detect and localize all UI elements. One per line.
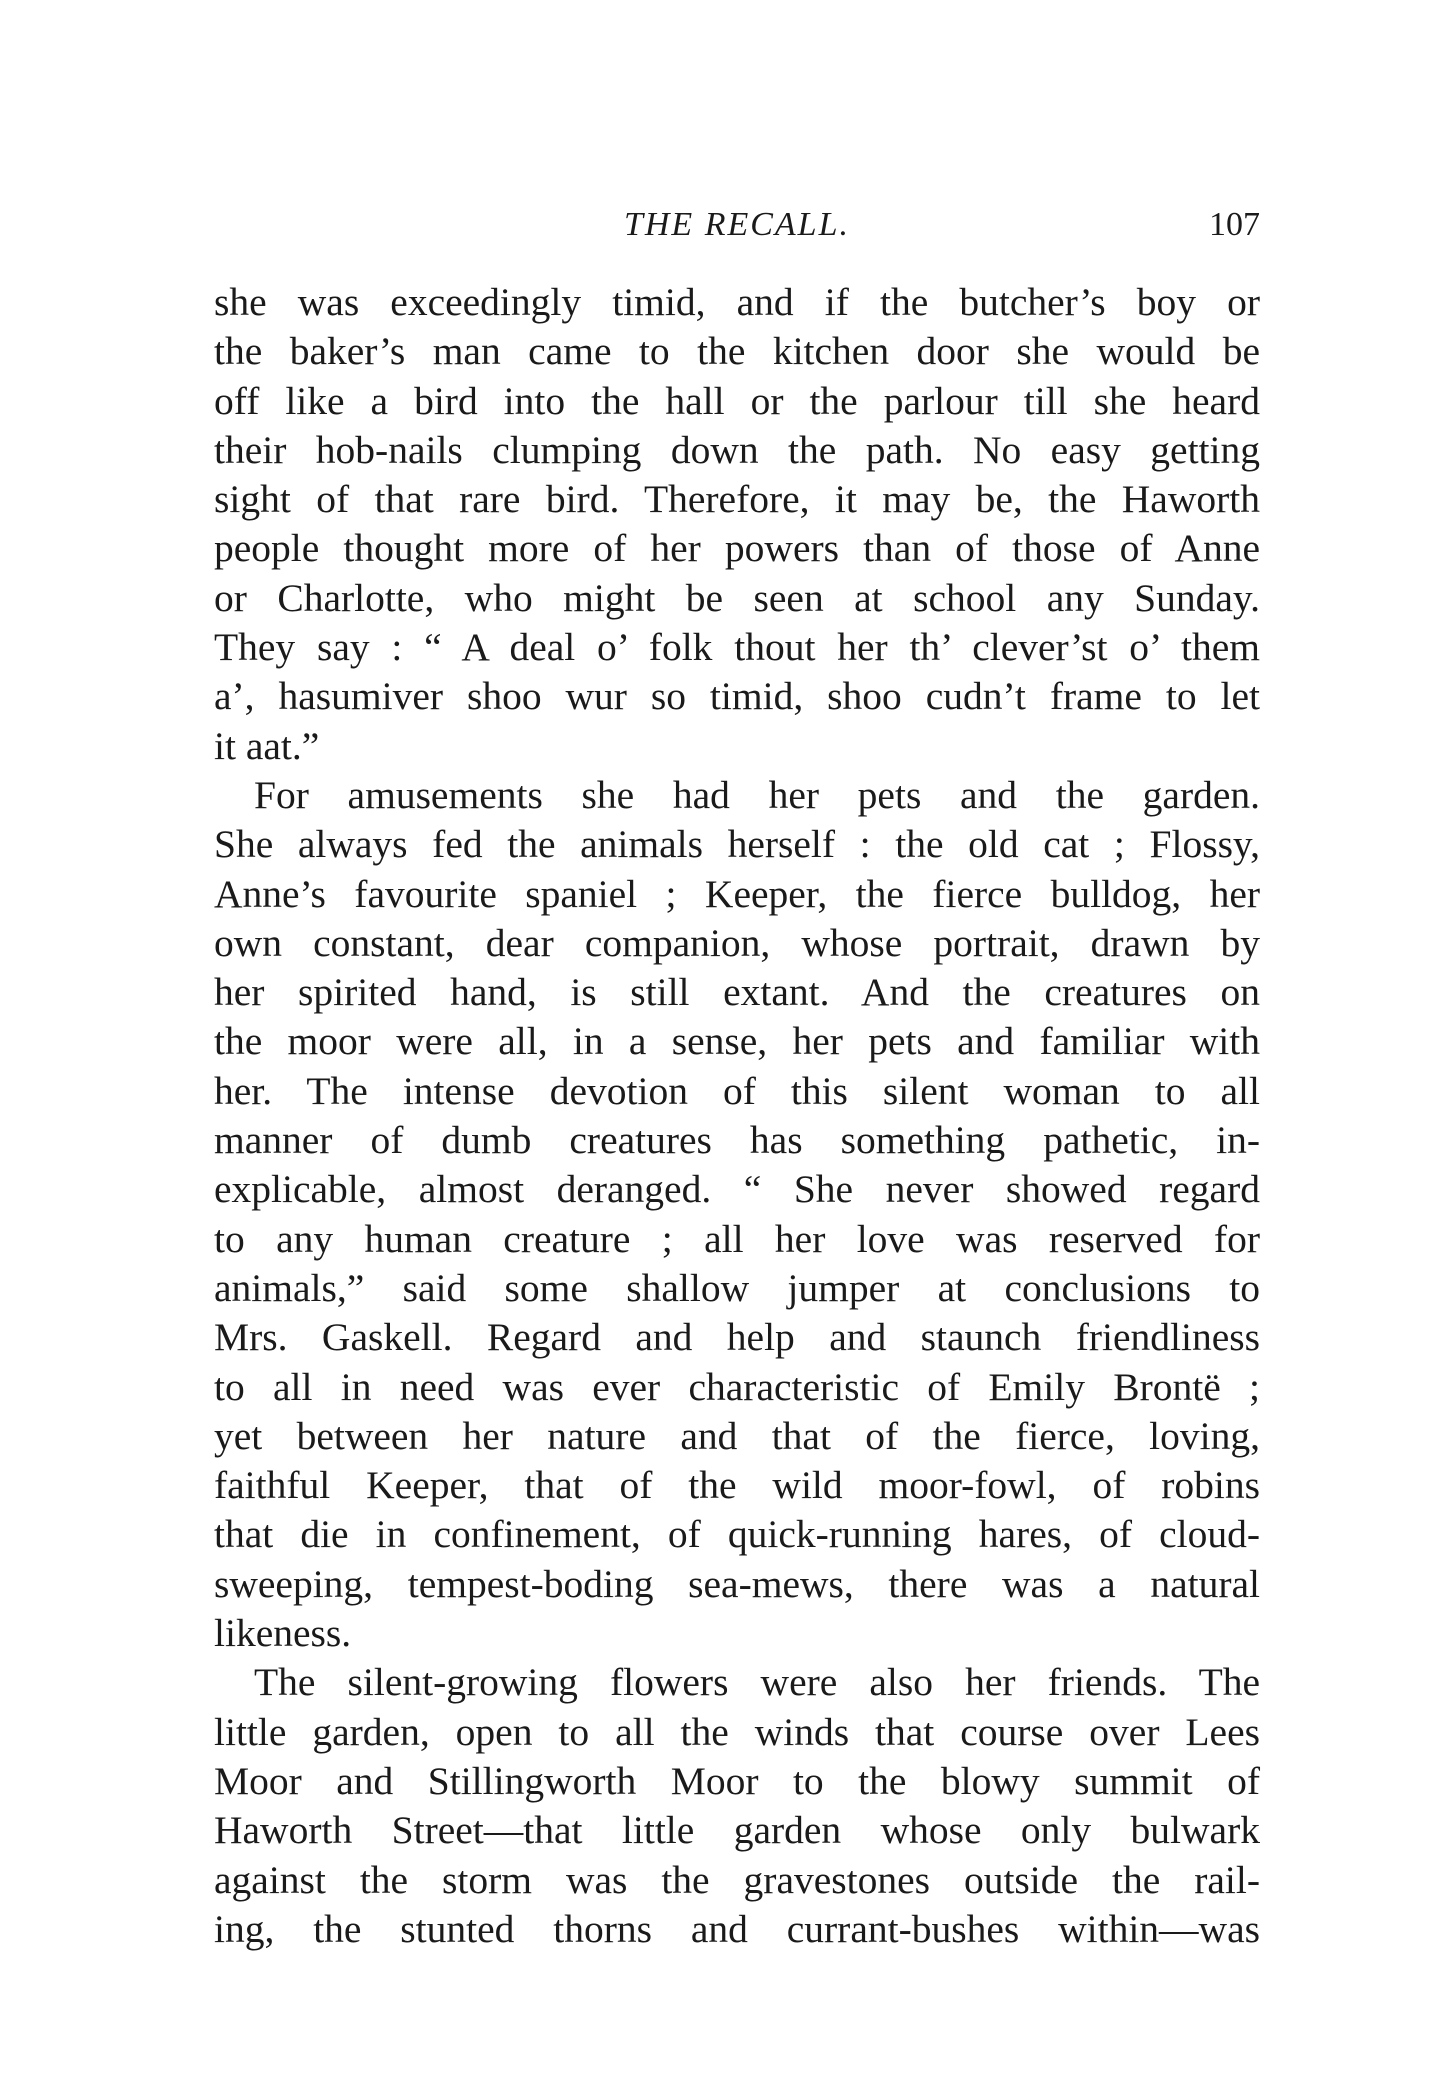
text-line: Haworth Street—that little garden whose only bulwark bbox=[214, 1808, 1260, 1853]
text-line: their hob-nails clumping down the path. No easy getting bbox=[214, 427, 1260, 472]
text-line: For amusements she had her pets and the garden. bbox=[254, 772, 1260, 817]
text-line: it aat.” bbox=[214, 723, 320, 768]
text-line: faithful Keeper, that of the wild moor-fowl, of robins bbox=[214, 1463, 1260, 1508]
text-line: They say : “ A deal o’ folk thout her th’ clever’st o’ them bbox=[214, 625, 1260, 670]
text-line: people thought more of her powers than of those of Anne bbox=[214, 526, 1260, 571]
text-line: sweeping, tempest-boding sea-mews, there was a natural bbox=[214, 1561, 1260, 1606]
page-number: 107 bbox=[1209, 206, 1260, 243]
text-line: explicable, almost deranged. “ She never showed regard bbox=[214, 1167, 1260, 1212]
text-line: or Charlotte, who might be seen at school any Sunday. bbox=[214, 575, 1260, 620]
text-line: to any human creature ; all her love was reserved for bbox=[214, 1216, 1260, 1261]
text-line: little garden, open to all the winds that course over Lees bbox=[214, 1709, 1260, 1754]
text-line: her. The intense devotion of this silent woman to all bbox=[214, 1068, 1260, 1113]
text-line: she was exceedingly timid, and if the butcher’s boy or bbox=[214, 280, 1260, 324]
running-head bbox=[214, 206, 1260, 256]
text-line: likeness. bbox=[214, 1611, 352, 1656]
text-line: her spirited hand, is still extant. And the creatures on bbox=[214, 970, 1260, 1015]
text-line: ing, the stunted thorns and currant-bushes within—was bbox=[214, 1906, 1260, 1951]
chapter-title: THE RECALL. bbox=[623, 206, 851, 243]
text-line: own constant, dear companion, whose portrait, drawn by bbox=[214, 920, 1260, 965]
text-line: The silent-growing flowers were also her friends. The bbox=[254, 1660, 1260, 1705]
text-line: the moor were all, in a sense, her pets and familiar with bbox=[214, 1019, 1260, 1064]
text-line: the baker’s man came to the kitchen door she would be bbox=[214, 329, 1260, 374]
body-text bbox=[214, 278, 1260, 1954]
text-line: manner of dumb creatures has something pathetic, in- bbox=[214, 1118, 1260, 1163]
text-line: Moor and Stillingworth Moor to the blowy summit of bbox=[214, 1758, 1260, 1803]
text-line: Anne’s favourite spaniel ; Keeper, the fierce bulldog, her bbox=[214, 871, 1260, 916]
text-line: animals,” said some shallow jumper at conclusions to bbox=[214, 1265, 1260, 1310]
text-line: that die in confinement, of quick-running hares, of cloud- bbox=[214, 1512, 1260, 1557]
text-line: She always fed the animals herself : the old cat ; Flossy, bbox=[214, 822, 1260, 867]
text-line: yet between her nature and that of the fierce, loving, bbox=[214, 1413, 1260, 1458]
text-line: to all in need was ever characteristic of Emily Brontë ; bbox=[214, 1364, 1260, 1409]
text-line: a’, hasumiver shoo wur so timid, shoo cudn’t frame to let bbox=[214, 674, 1260, 719]
text-line: sight of that rare bird. Therefore, it may be, the Haworth bbox=[214, 477, 1260, 522]
text-line: against the storm was the gravestones outside the rail- bbox=[214, 1857, 1260, 1902]
text-line: off like a bird into the hall or the parlour till she heard bbox=[214, 378, 1260, 423]
text-line: Mrs. Gaskell. Regard and help and staunch friendliness bbox=[214, 1315, 1260, 1360]
